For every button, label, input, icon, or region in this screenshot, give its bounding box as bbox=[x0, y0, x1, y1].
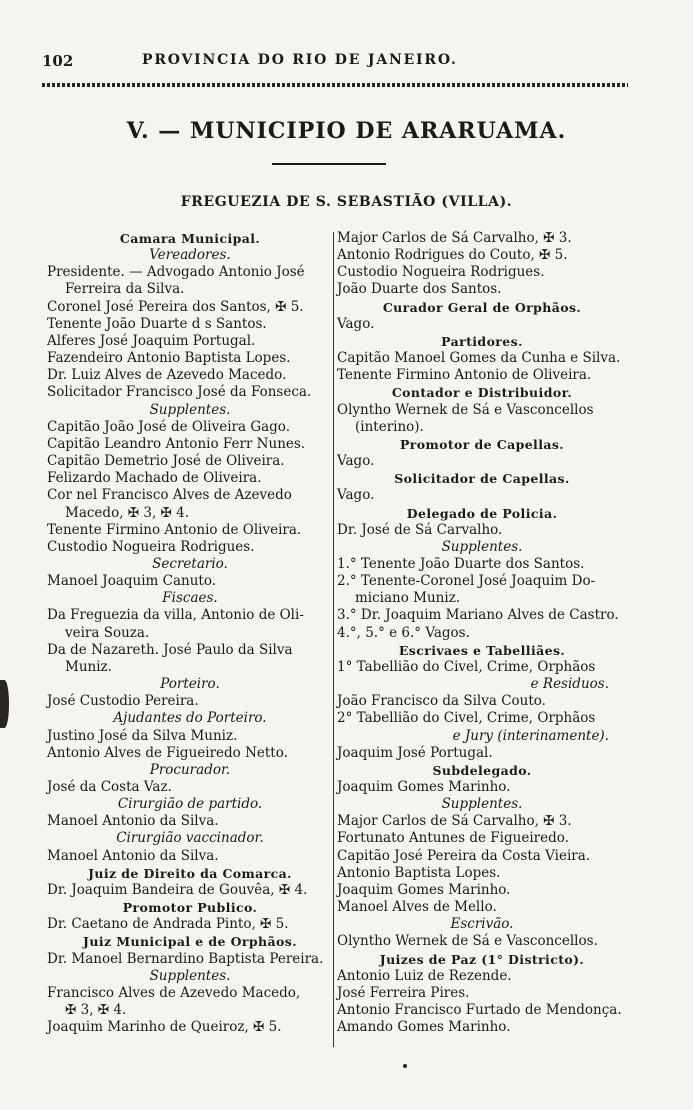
left-subheading: Procurador. bbox=[149, 761, 231, 778]
left-section-heading: Camara Municipal. bbox=[119, 231, 261, 246]
left-entry-continuation: Macedo, ✠ 3, ✠ 4. bbox=[65, 504, 190, 521]
left-subheading: Secretario. bbox=[152, 555, 228, 572]
left-subheading: Porteiro. bbox=[160, 676, 220, 693]
left-entry-line: Antonio Alves de Figueiredo Netto. bbox=[47, 744, 288, 761]
right-section-heading: Partidores. bbox=[441, 333, 523, 349]
left-subheading: Cirurgião vaccinador. bbox=[116, 830, 264, 847]
right-entry-line: 2.° Tenente-Coronel José Joaquim Do- bbox=[337, 573, 596, 590]
left-entry-line: Capitão Demetrio José de Oliveira. bbox=[47, 453, 285, 470]
left-entry-line: Fazendeiro Antonio Baptista Lopes. bbox=[47, 350, 291, 367]
left-entry-line: Joaquim Marinho de Queiroz, ✠ 5. bbox=[47, 1019, 282, 1036]
right-entry-line: Olyntho Wernek de Sá e Vasconcellos. bbox=[337, 933, 598, 950]
right-entry-line: José Ferreira Pires. bbox=[337, 984, 470, 1001]
left-entry-continuation: Muniz. bbox=[65, 658, 112, 675]
left-entry-continuation: ✠ 3, ✠ 4. bbox=[65, 1002, 127, 1019]
left-entry-line: Da de Nazareth. José Paulo da Silva bbox=[47, 641, 293, 658]
right-entry-line: Vago. bbox=[337, 453, 375, 470]
left-entry-line: Tenente João Duarte d s Santos. bbox=[47, 315, 267, 332]
page-header bbox=[42, 52, 632, 72]
left-entry-line: Francisco Alves de Azevedo Macedo, bbox=[47, 984, 301, 1001]
right-section-heading: Curador Geral de Orphãos. bbox=[382, 299, 582, 315]
right-entry-line: Vago. bbox=[337, 315, 375, 332]
left-subheading: Supplentes. bbox=[149, 967, 231, 984]
left-entry-line: Manoel Antonio da Silva. bbox=[47, 813, 219, 830]
left-entry-line: Dr. Luiz Alves de Azevedo Macedo. bbox=[47, 367, 287, 384]
right-entry-continuation: e Residuos. bbox=[530, 676, 609, 693]
right-subheading: Supplentes. bbox=[441, 796, 523, 813]
left-subheading: Cirurgião de partido. bbox=[117, 796, 263, 813]
left-entry-line: José da Costa Vaz. bbox=[47, 779, 172, 795]
left-entry-line: Capitão João José de Oliveira Gago. bbox=[47, 418, 290, 435]
left-entry-line: Felizardo Machado de Oliveira. bbox=[47, 470, 262, 487]
right-entry-line: Vago. bbox=[337, 487, 375, 504]
right-entry-line: Antonio Luiz de Rezende. bbox=[337, 967, 512, 984]
left-entry-line: Dr. Joaquim Bandeira de Gouvêa, ✠ 4. bbox=[47, 881, 308, 898]
right-entry-line: 1° Tabellião do Civel, Crime, Orphãos bbox=[337, 658, 596, 675]
section-title: V. — MUNICIPIO DE ARARUAMA. bbox=[126, 118, 567, 144]
left-entry-line: Manoel Joaquim Canuto. bbox=[47, 573, 217, 590]
left-entry-line: Coronel José Pereira dos Santos, ✠ 5. bbox=[47, 298, 304, 315]
left-section-heading: Promotor Publico. bbox=[122, 900, 258, 916]
left-subheading: Vereadores. bbox=[149, 247, 231, 264]
right-entry-line: Dr. José de Sá Carvalho. bbox=[337, 521, 503, 538]
left-entry-line: Tenente Firmino Antonio de Oliveira. bbox=[47, 521, 302, 538]
right-section-heading: Subdelegado. bbox=[432, 762, 532, 778]
right-section-heading: Solicitador de Capellas. bbox=[394, 471, 570, 487]
left-entry-line: Manoel Antonio da Silva. bbox=[47, 847, 219, 864]
left-section-heading: Juiz Municipal e de Orphãos. bbox=[83, 934, 297, 950]
right-entry-line: Custodio Nogueira Rodrigues. bbox=[337, 264, 545, 281]
right-entry-line: 3.° Dr. Joaquim Mariano Alves de Castro. bbox=[337, 607, 619, 624]
left-entry-line: Dr. Caetano de Andrada Pinto, ✠ 5. bbox=[47, 916, 289, 933]
right-entry-line: Tenente Firmino Antonio de Oliveira. bbox=[337, 367, 592, 384]
right-subheading: Escrivão. bbox=[450, 916, 514, 933]
parish-title: FREGUEZIA DE S. SEBASTIÃO (VILLA). bbox=[180, 194, 513, 210]
right-entry-line: Olyntho Wernek de Sá e Vasconcellos bbox=[337, 401, 594, 418]
right-entry-line: Fortunato Antunes de Figueiredo. bbox=[337, 830, 569, 847]
right-entry-line: Joaquim Gomes Marinho. bbox=[337, 779, 511, 795]
left-subheading: Ajudantes do Porteiro. bbox=[113, 710, 267, 727]
right-section-heading: Delegado de Policia. bbox=[406, 505, 558, 521]
left-entry-line: Presidente. — Advogado Antonio José bbox=[47, 264, 305, 281]
left-entry-continuation: veira Souza. bbox=[65, 624, 150, 641]
left-subheading: Supplentes. bbox=[149, 401, 231, 418]
right-entry-continuation: e Jury (interinamente). bbox=[452, 727, 609, 744]
left-section-heading: Juiz de Direito da Comarca. bbox=[88, 865, 292, 881]
right-entry-line: João Francisco da Silva Couto. bbox=[337, 693, 546, 710]
left-entry-line: Capitão Leandro Antonio Ferr Nunes. bbox=[47, 435, 306, 452]
right-entry-line: Major Carlos de Sá Carvalho, ✠ 3. bbox=[337, 813, 572, 830]
left-entry-line: Solicitador Francisco José da Fonseca. bbox=[47, 384, 312, 401]
left-entry-line: Custodio Nogueira Rodrigues. bbox=[47, 538, 255, 555]
right-entry-line: Amando Gomes Marinho. bbox=[337, 1019, 511, 1036]
left-entry-line: Da Freguezia da villa, Antonio de Oli- bbox=[47, 607, 304, 624]
right-entry-line: 4.°, 5.° e 6.° Vagos. bbox=[337, 624, 470, 641]
right-entry-line: Joaquim José Portugal. bbox=[337, 744, 493, 761]
right-entry-line: 2° Tabellião do Civel, Crime, Orphãos bbox=[337, 710, 596, 727]
right-entry-continuation: (interino). bbox=[355, 418, 424, 435]
ink-speck-mark bbox=[403, 1064, 407, 1068]
right-entry-line: Joaquim Gomes Marinho. bbox=[337, 881, 511, 898]
right-entry-line: Capitão Manoel Gomes da Cunha e Silva. bbox=[337, 350, 621, 367]
left-entry-line: Cor nel Francisco Alves de Azevedo bbox=[47, 487, 292, 504]
right-entry-line: Manoel Alves de Mello. bbox=[337, 899, 497, 916]
title-divider bbox=[272, 163, 386, 165]
right-entry-line: 1.° Tenente João Duarte dos Santos. bbox=[337, 555, 585, 572]
left-entry-line: Dr. Manoel Bernardino Baptista Pereira. bbox=[47, 950, 324, 967]
right-entry-continuation: miciano Muniz. bbox=[355, 590, 461, 607]
right-section-heading: Juizes de Paz (1° Districto). bbox=[379, 951, 585, 967]
decorative-rule bbox=[42, 83, 628, 87]
right-section-heading: Escrivaes e Tabelliães. bbox=[398, 642, 566, 658]
right-entry-line: Antonio Baptista Lopes. bbox=[337, 864, 501, 881]
right-entry-line: Antonio Francisco Furtado de Mendonça. bbox=[337, 1002, 622, 1019]
right-entry-line: Antonio Rodrigues do Couto, ✠ 5. bbox=[337, 247, 568, 264]
right-entry-line: Major Carlos de Sá Carvalho, ✠ 3. bbox=[337, 230, 572, 246]
page-number: 102 bbox=[42, 52, 74, 70]
right-section-heading: Contador e Distribuidor. bbox=[391, 385, 573, 401]
column-divider bbox=[333, 232, 334, 1047]
right-column bbox=[337, 230, 627, 1050]
right-entry-line: Capitão José Pereira da Costa Vieira. bbox=[337, 847, 591, 864]
ink-blot-mark bbox=[0, 680, 9, 728]
left-subheading: Fiscaes. bbox=[162, 590, 218, 607]
left-entry-line: Alferes José Joaquim Portugal. bbox=[47, 332, 256, 349]
right-subheading: Supplentes. bbox=[441, 538, 523, 555]
left-entry-continuation: Ferreira da Silva. bbox=[65, 281, 185, 298]
running-title: PROVINCIA DO RIO DE JANEIRO. bbox=[142, 52, 458, 68]
right-section-heading: Promotor de Capellas. bbox=[399, 436, 565, 452]
left-entry-line: José Custodio Pereira. bbox=[47, 693, 199, 710]
left-entry-line: Justino José da Silva Muniz. bbox=[47, 727, 238, 744]
right-entry-line: João Duarte dos Santos. bbox=[337, 281, 502, 298]
left-column bbox=[47, 230, 333, 1050]
